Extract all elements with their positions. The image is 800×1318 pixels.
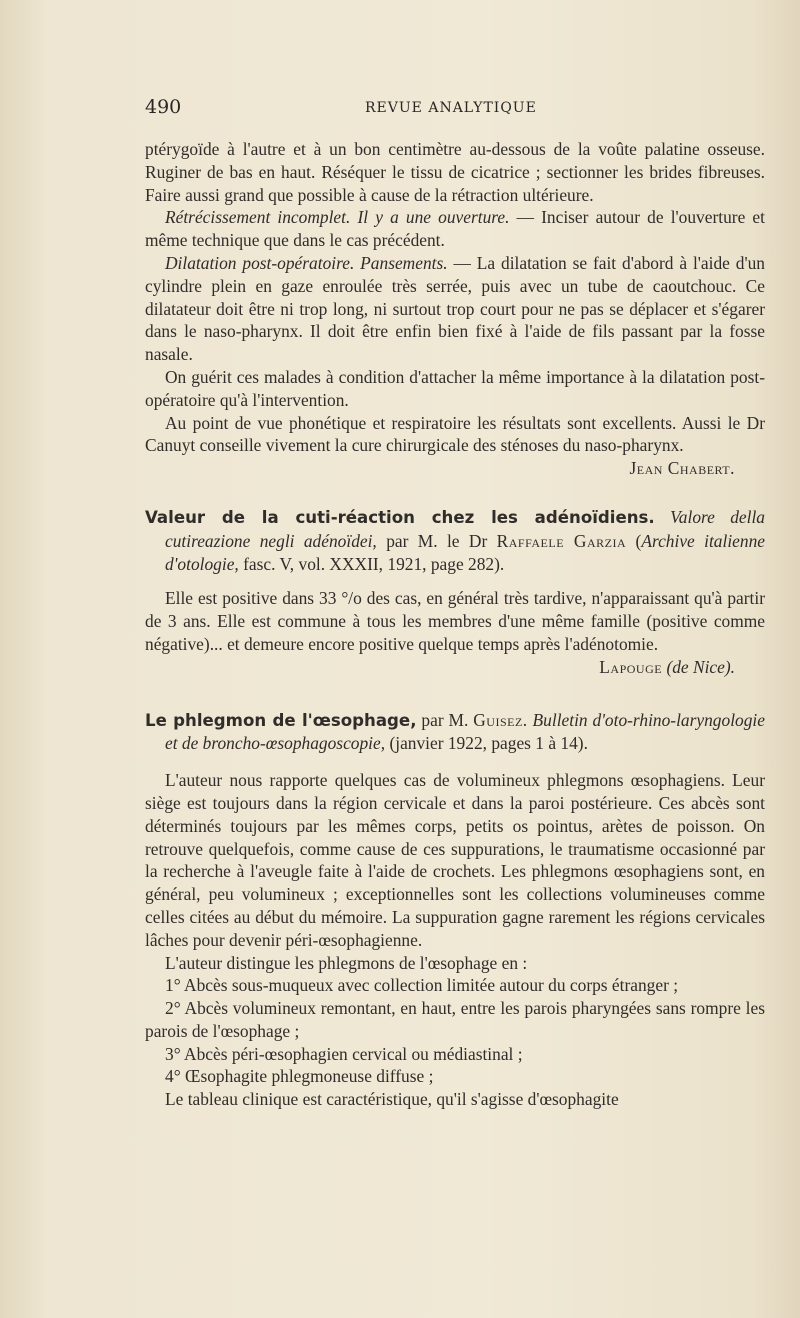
paragraph: ptérygoïde à l'autre et à un bon centimètre au-dessous de la voûte palatine osseuse. Ruginer de bas en haut. Réséquer le tissu de cicatrice ; sectionner les brides fibreuses. Faire aussi grand que possible à cause de la rétraction ultérieure. [145,139,765,205]
article-title: Le phlegmon de l'œsophage, [145,710,417,730]
article-heading: Valeur de la cuti-réaction chez les adénoïdiens. Valore della cutireazione negli adénoïdei, par M. le Dr Raffaele Garzia (Archive italienne d'otologie, fasc. V, vol. XXXII, 1921, page 282). [145,506,766,574]
body-text [145,138,765,1111]
list-item: 4° Œsophagite phlegmoneuse diffuse ; [165,1066,434,1087]
signature: Lapouge (de Nice). [599,656,735,677]
paragraph: L'auteur nous rapporte quelques cas de volumineux phlegmons œsophagiens. Leur siège est toujours dans la région cervicale et dans la paroi postérieure. Ces abcès sont déterminés toujours par les mêmes corps, petits os pointus, arètes de poisson. On retrouve quelquefois, comme cause de ces suppurations, le traumatisme occasionné par la recherche à l'aveugle faite à l'aide de crochets. Les phlegmons œsophagiens sont, en général, peu volumineux ; exceptionnelles sont les collections volumineuses comme celles citées au début du mémoire. La suppuration gagne rarement les régions cervicales lâches pour devenir péri-œsophagienne. [145,770,765,950]
paragraph: Le tableau clinique est caractéristique, qu'il s'agisse d'œsophagite [165,1089,619,1110]
list-item: 2° Abcès volumineux remontant, en haut, entre les parois pharyngées sans rompre les parois de l'œsophage ; [145,998,765,1041]
source-journal: Archive italienne d'otologie, [165,530,765,574]
running-title: REVUE ANALYTIQUE [365,100,537,116]
paragraph: Rétrécissement incomplet. Il y a une ouverture. — Inciser autour de l'ouverture et même technique que dans le cas précédent. [145,207,765,251]
subheading: Dilatation post-opératoire. Pansements. [165,252,448,273]
list-item: 3° Abcès péri-œsophagien cervical ou médiastinal ; [165,1043,523,1064]
author-name: Raffaele Garzia [496,530,627,551]
page-header [145,96,765,120]
author-name: Guisez. [473,709,528,730]
signature: Jean Chabert. [629,458,735,479]
article-heading: Le phlegmon de l'œsophage, par M. Guisez. Bulletin d'oto-rhino-laryngologie et de broncho-œsophagoscopie, (janvier 1922, pages 1 à 14). [145,709,765,754]
page-number: 490 [145,96,182,118]
article-title: Valeur de la cuti-réaction chez les adénoïdiens. [145,507,655,527]
paragraph: Elle est positive dans 33 °/o des cas, en général très tardive, n'apparaissant qu'à partir de 3 ans. Elle est commune à tous les membres d'une même famille (positive comme négative)... et demeure encore positive quelque temps après l'adénotomie. [145,588,765,654]
paragraph: On guérit ces malades à condition d'attacher la même importance à la dilatation post-opératoire qu'à l'intervention. [145,366,765,410]
paragraph: Dilatation post-opératoire. Pansements. — La dilatation se fait d'abord à l'aide d'un cylindre plein en gaze enroulée très serrée, puis avec un tube de caoutchouc. Ce dilatateur doit être ni trop long, ni surtout trop court pour ne pas se déplacer et s'égarer dans le naso-pharynx. Il doit être enfin bien fixé à l'aide de fils passant par la fosse nasale. [145,252,766,365]
list-item: 1° Abcès sous-muqueux avec collection limitée autour du corps étranger ; [165,975,679,996]
paragraph: L'auteur distingue les phlegmons de l'œsophage en : [165,952,528,973]
paragraph: Au point de vue phonétique et respiratoire les résultats sont excellents. Aussi le Dr Canuyt conseille vivement la cure chirurgicale des sténoses du naso-pharynx. [145,412,765,456]
subheading: Rétrécissement incomplet. Il y a une ouverture. [165,207,510,228]
source-journal: Bulletin d'oto-rhino-laryngologie et de broncho-œsophagoscopie, [165,709,765,754]
